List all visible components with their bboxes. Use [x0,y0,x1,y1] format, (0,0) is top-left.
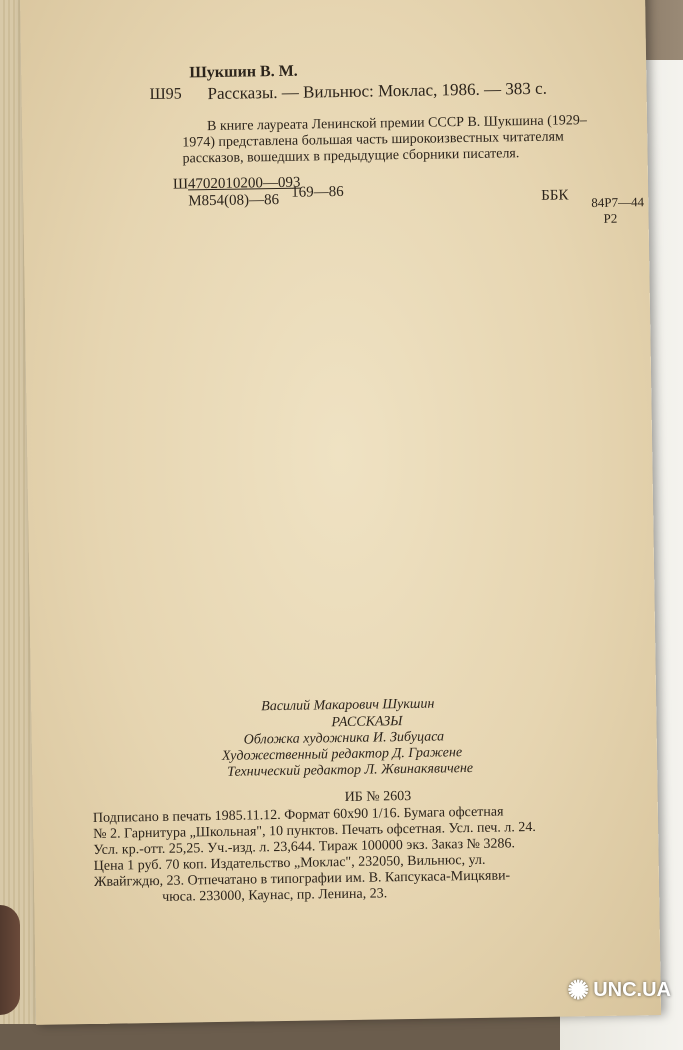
code-prefix: Ш [172,176,189,193]
watermark-text: UNC.UA [593,979,671,1001]
tech-line-1: Подписано в печать 1985.11.12. Формат 60x90 1/16. Бумага офсетная [92,804,504,826]
bbk-value: 84Р7—44 [591,194,645,211]
code-denominator: М854(08)—86 [188,191,280,210]
bbk-sub: Р2 [603,210,618,226]
imprint-art-editor: Художественный редактор Д. Гражене [221,745,463,764]
thumb [0,905,20,1015]
annotation-line-2: 1974) представлена большая часть широкоизвестных читателям [182,129,564,151]
bibliographic-line: Рассказы. — Вильнюс: Моклас, 1986. — 383 с. [207,78,548,104]
annotation-line-1: В книге лауреата Ленинской премии СССР В. Шукшина (1929– [206,113,587,135]
code-numerator: 4702010200—093 [187,174,301,193]
sun-logo-icon: ✺ [567,975,590,1005]
classification-code: Ш95 [149,85,182,103]
tech-line-3: Усл. кр.-отт. 25,25. Уч.-изд. л. 23,644. Тираж 100000 экз. Заказ № 3286. [93,836,516,858]
imprint-title: РАССКАЗЫ [331,714,403,731]
tech-line-5: Жвайгждю, 23. Отпечатано в типографии им. В. Капсукаса-Мицкяви- [93,868,511,890]
imprint-author: Василий Макарович Шукшин [261,696,435,715]
bbk-label: ББК [541,187,569,204]
tech-line-2: № 2. Гарнитура „Школьная", 10 пунктов. Печать офсетная. Усл. печ. л. 24. [93,820,536,842]
author-heading: Шукшин В. М. [189,62,298,82]
watermark [567,975,671,1006]
book-page [20,0,661,1025]
ib-number: ИБ № 2603 [344,788,412,805]
code-number: 169—86 [291,183,344,201]
tech-line-6: чюса. 233000, Каунас, пр. Ленина, 23. [162,886,388,905]
imprint-cover-artist: Обложка художника И. Зибуцаса [243,729,445,748]
annotation-line-3: рассказов, вошедших в предыдущие сборники писателя. [182,146,520,167]
tech-line-4: Цена 1 руб. 70 коп. Издательство „Моклас", 232050, Вильнюс, ул. [93,852,486,874]
imprint-tech-editor: Технический редактор Л. Жвинакявичене [227,760,474,780]
